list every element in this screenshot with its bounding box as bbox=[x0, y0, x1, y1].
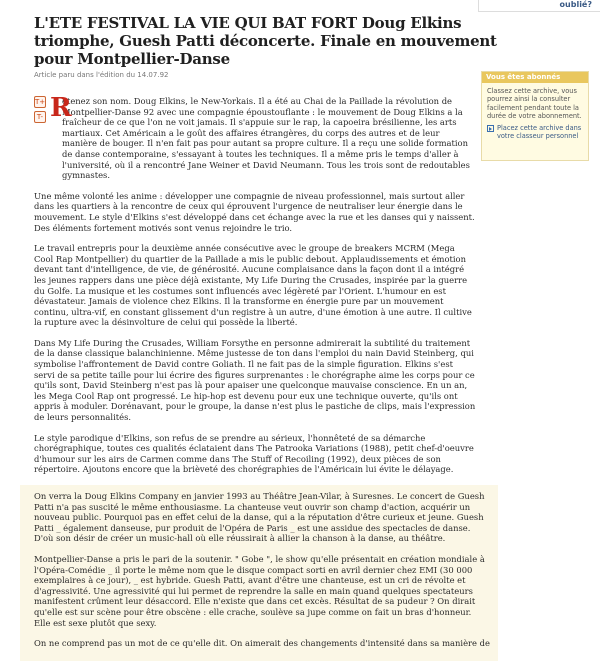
paragraph-2: Une même volonté les anime : développer une compagnie de niveau professionnel, mais surtout aller dans les quartiers à la rencontre de ceux qui éprouvent l'urgence de neutraliser leur énergie dans le mouvement. Le style d'Elkins s'est développé dans cet échange avec la rue et les danses qui y naissent. Des éléments fortement motivés sont venus rejoindre le trio. bbox=[34, 190, 475, 233]
save-archive-link-label: Placez cette archive dans votre classeur personnel bbox=[497, 124, 582, 141]
text-size-tools bbox=[34, 96, 46, 126]
article-body bbox=[34, 93, 490, 661]
highlighted-section bbox=[20, 485, 498, 661]
paragraph-6: On verra la Doug Elkins Company en janvier 1993 au Théâtre Jean-Vilar, à Suresnes. Le concert de Guesh Patti n'a pas suscité le même enthousiasme. La chanteuse veut ouvrir son champ d'action, acquérir un nouveau public. Pourquoi pas en effet celui de la danse, qui a la réputation d'être curieux et jeune. Guesh Patti _ également danseuse, pur produit de l'Opéra de Paris _ est une assidue des spectacles de danse. D'où son désir de créer un music-hall où elle réussirait à allier la chanson à la danse, au théâtre. bbox=[34, 491, 485, 544]
save-archive-link[interactable] bbox=[482, 123, 588, 142]
subscriber-panel bbox=[481, 71, 589, 161]
paragraph-8: On ne comprend pas un mot de ce qu'elle dit. On aimerait des changements d'intensité dans sa manière de bbox=[34, 638, 490, 649]
top-login-fragment bbox=[478, 0, 600, 12]
article-meta: Article paru dans l'édition du 14.07.92 bbox=[34, 71, 169, 79]
subscriber-panel-text: Classez cette archive, vous pourrez ainsi la consulter facilement pendant toute la durée de votre abonnement. bbox=[487, 87, 582, 120]
paragraph-4: Dans My Life During the Crusades, William Forsythe en personne admirerait la subtilité du traitement de la danse classique balanchinienne. Même justesse de ton dans l'emploi du nain David Steinberg, qui symbolise l'affrontement de David contre Goliath. Il ne fait pas de la simple figuration. Elkins s'est servi de sa petite taille pour lui écrire des figures surprenantes : le chorégraphe aime les corps pour ce qu'ils sont, David Steinberg n'est pas là pour apaiser une quelconque mauvaise conscience. En un an, les Mega Cool Rap ont progressé. Le hip-hop est devenu pour eux une technique ouverte, qu'ils ont appris à moduler. Dorénavant, pour le groupe, la danse n'est plus le pastiche de clips, mais l'expression de leurs personnalités. bbox=[34, 337, 476, 423]
article bbox=[34, 14, 497, 661]
paragraph-7: Montpellier-Danse a pris le pari de la soutenir. " Gobe ", le show qu'elle présentait en création mondiale à l'Opéra-Comédie _ il porte le même nom que le disque compact sorti en avril dernier chez EMI (30 000 exemplaires à ce jour), _ est hybride. Guesh Patti, avant d'être une chanteuse, est un cri de révolte et d'agressivité. Une agressivité qui lui permet de reprendre la salle en main quand quelques spectateurs manifestent crûment leur désaccord. Elle n'existe que dans cet excès. Résultat de sa pudeur ? On dirait qu'elle est sur scène pour être obscène : elle crache, soulève sa jupe comme on fait un bras d'honneur. Elle est sexe plutôt que sexy. bbox=[34, 553, 485, 628]
text-increase-icon[interactable]: T+ bbox=[35, 98, 46, 106]
paragraph-1: etenez son nom. Doug Elkins, le New-Yorkais. Il a été au Chai de la Paillade la révolution de Montpellier-Danse 92 avec une compagnie époustouflante : le mouvement de Doug Elkins a la fraîcheur de ce que l'on ne voit jamais. Il s'appuie sur le rap, la capoeira brésilienne, les arts martiaux. Cet Américain a le goût des affaires étrangères, du corps des autres et de leur manière de bouger. Il n'en fait pas pour autant sa propre culture. Il a reçu une solide formation de danse contemporaine, s'essayant à toutes les techniques. Il a même pris le temps d'aller à l'université, où il a rencontré Jane Weiner et David Neumann. Tous les trois sont de redoutables gymnastes. bbox=[62, 96, 470, 181]
article-title: L'ETE FESTIVAL LA VIE QUI BAT FORT Doug Elkins triomphe, Guesh Patti déconcerte. Finale en mouvement pour Montpellier-Danse bbox=[34, 14, 497, 68]
arrow-right-icon bbox=[487, 125, 494, 132]
forgot-link[interactable]: oublié? bbox=[559, 0, 592, 9]
lead-paragraph-wrap bbox=[34, 93, 476, 181]
drop-cap: R bbox=[50, 93, 72, 123]
paragraph-5: Le style parodique d'Elkins, son refus de se prendre au sérieux, l'honnêteté de sa démarche chorégraphique, toutes ces qualités éclataient dans The Patrooka Variations (1988), petit chef-d'oeuvre d'humour sur les airs de Carmen comme dans The Stuff of Recoiling (1992), deux pièces de son répertoire. Ajoutons encore que la brièveté des chorégraphies de l'Américain lui évite le délayage. bbox=[34, 432, 474, 475]
subscriber-panel-header: Vous êtes abonnés bbox=[482, 72, 588, 83]
text-decrease-icon[interactable]: T- bbox=[34, 111, 46, 123]
paragraph-3: Le travail entrepris pour la deuxième année consécutive avec le groupe de breakers MCRM (Mega Cool Rap Montpellier) du quartier de la Paillade a mis le public debout. Applaudissements et émotion devant tant d'intelligence, de vie, de générosité. Aucune complaisance dans la façon dont il a intégré les jeunes rappers dans une pièce déjà existante, My Life During the Crusades, inspirée par la guerre du Golfe. La musique et les costumes sont influencés avec légèreté par l'Orient. L'humour en est dévastateur. Jamais de violence chez Elkins. Il la transforme en énergie pure par un mouvement continu, ultra-vif, en constant glissement d'un registre à un autre, d'une émotion à une autre. Il cultive la rupture avec la désinvolture de celui qui possède la liberté. bbox=[34, 243, 472, 328]
